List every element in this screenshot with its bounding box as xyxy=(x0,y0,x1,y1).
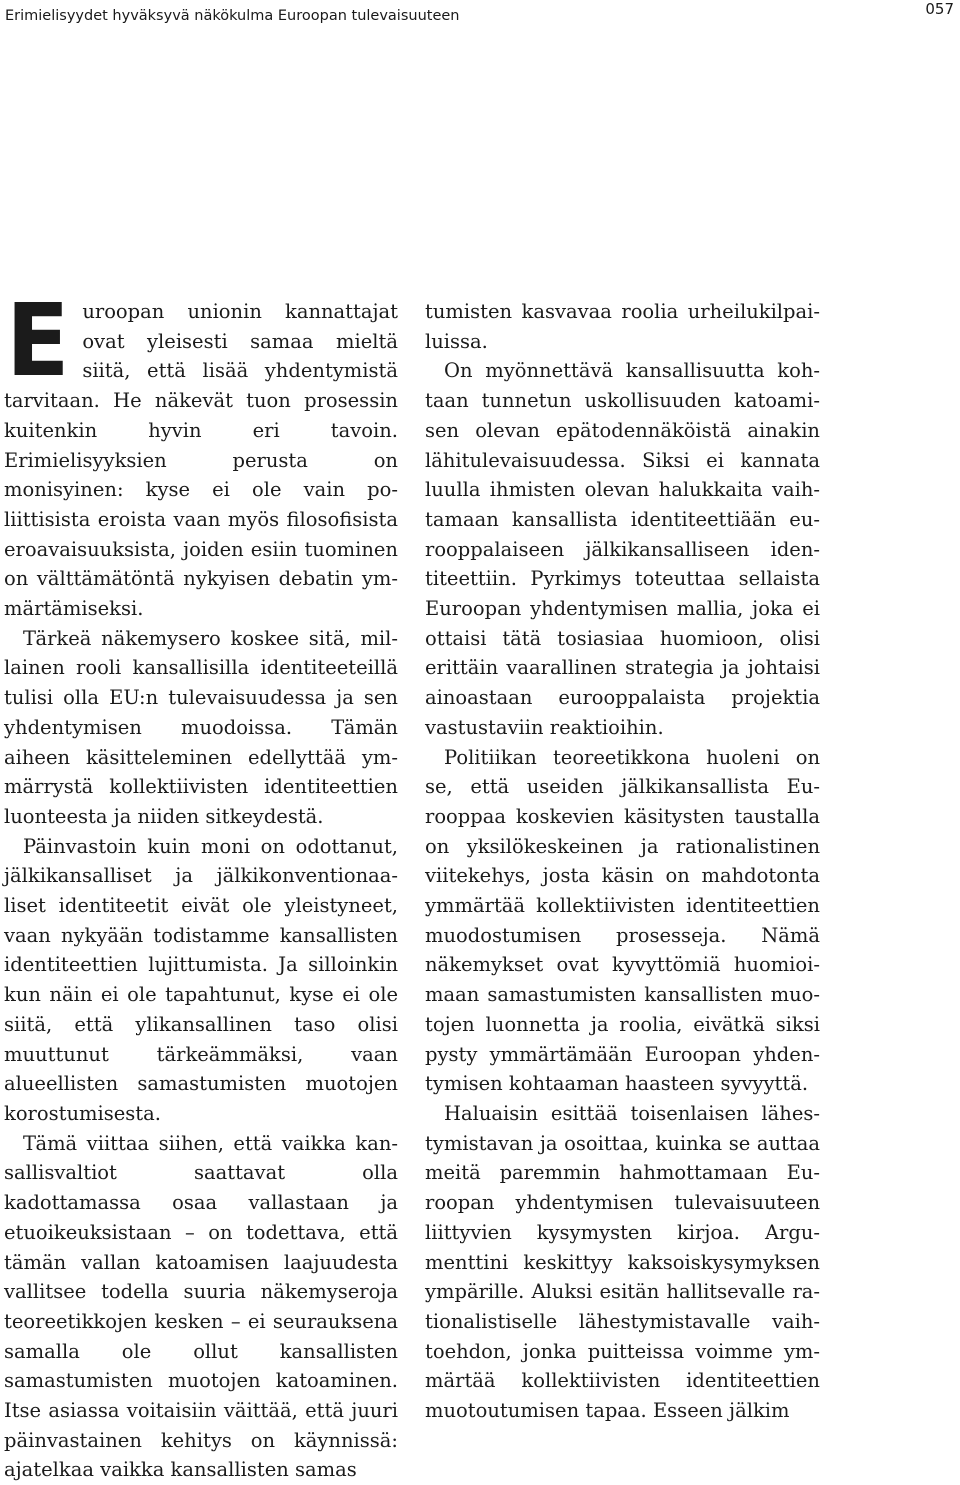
paragraph-text: uroopan unionin kannattajat ovat yleisesti samaa mieltä siitä, että lisää yhdentymistä tarvitaan. He näkevät tuon prosessin kuitenkin hyvin eri tavoin. Erimielisyyksien perusta on monisyinen: kyse ei ole vain poliittisista eroista vaan myös filosofisista eroavaisuuksista, joiden esiin tuominen on välttämätöntä nykyisen debatin ymmärtämiseksi. xyxy=(4,300,398,621)
paragraph: Politiikan teoreetikkona huoleni on se, että useiden jälkikansallista Eurooppaa koskevien käsitysten taustalla on yksilökeskeinen ja rationalistinen viitekehys, josta käsin on mahdotonta ymmärtää kollektiivisten identiteettien muodostumisen prosesseja. Nämä näkemykset ovat kyvyttömiä huomioimaan samastumisten kansallisten muotojen luonnetta ja roolia, eivätkä siksi pysty ymmärtämään Euroopan yhdentymisen kohtaaman haasteen syvyyttä. xyxy=(425,745,820,1096)
paragraph: Tärkeä näkemysero koskee sitä, millainen rooli kansallisilla identiteeteillä tulisi olla EU:n tulevaisuudessa ja sen yhdentymisen muodoissa. Tämän aiheen käsitteleminen edellyttää ymmärrystä kollektiivisten identiteettien luonteesta ja niiden sitkeydestä. xyxy=(4,626,398,828)
paragraph: tumisten kasvavaa roolia urheilukilpailuissa. xyxy=(425,300,820,353)
page-number: 057 xyxy=(925,0,954,18)
paragraph: Päinvastoin kuin moni on odottanut, jälkikansalliset ja jälkikonventionaaliset identiteetit eivät ole yleistyneet, vaan nykyään todistamme kansallisten identiteettien lujittumista. Ja silloinkin kun näin ei ole tapahtunut, kyse ei ole siitä, että ylikansallinen taso olisi muuttunut tärkeämmäksi, vaan alueellisten samastumisten muotojen korostumisesta. xyxy=(4,834,398,1125)
running-title: Erimielisyydet hyväksyvä näkökulma Euroopan tulevaisuuteen xyxy=(5,8,460,24)
text-column-right xyxy=(425,297,820,1426)
paragraph: Tämä viittaa siihen, että vaikka kansallisvaltiot saattavat olla kadottamassa osaa vallastaan ja etuoikeuksistaan – on todettava, että tämän vallan katoamisen laajuudesta vallitsee todella suuria näkemyseroja teoreetikkojen kesken – ei seurauksena samalla ole ollut kansallisten samastumisten muotojen katoaminen. Itse asiassa voitaisiin väittää, että juuri päinvastainen kehitys on käynnissä: ajatelkaa vaikka kansallisten samas xyxy=(4,1131,398,1482)
paragraph: Haluaisin esittää toisenlaisen lähestymistavan ja osoittaa, kuinka se auttaa meitä paremmin hahmottamaan Euroopan yhdentymisen tulevaisuuteen liittyvien kysymysten kirjoa. Argumenttini keskittyy kaksoiskysymyksen ympärille. Aluksi esitän hallitsevalle rationalistiselle lähestymistavalle vaihtoehdon, jonka puitteissa voimme ymmärtää kollektiivisten identiteettien muotoutumisen tapaa. Esseen jälkim xyxy=(425,1101,820,1423)
paragraph: On myönnettävä kansallisuutta kohtaan tunnetun uskollisuuden katoamisen olevan epätodennäköistä ainakin lähitulevaisuudessa. Siksi ei kannata luulla ihmisten olevan halukkaita vaihtamaan kansallista identiteettiään eurooppalaiseen jälkikansalliseen identiteettiin. Pyrkimys toteuttaa sellaista Euroopan yhdentymisen mallia, joka ei ottaisi tätä tosiasiaa huomioon, olisi erittäin vaarallinen strategia ja johtaisi ainoastaan eurooppalaista projektia vastustaviin reaktioihin. xyxy=(425,359,820,739)
paragraph xyxy=(4,282,398,624)
drop-cap: E xyxy=(6,282,70,399)
text-column-left xyxy=(4,282,398,1485)
